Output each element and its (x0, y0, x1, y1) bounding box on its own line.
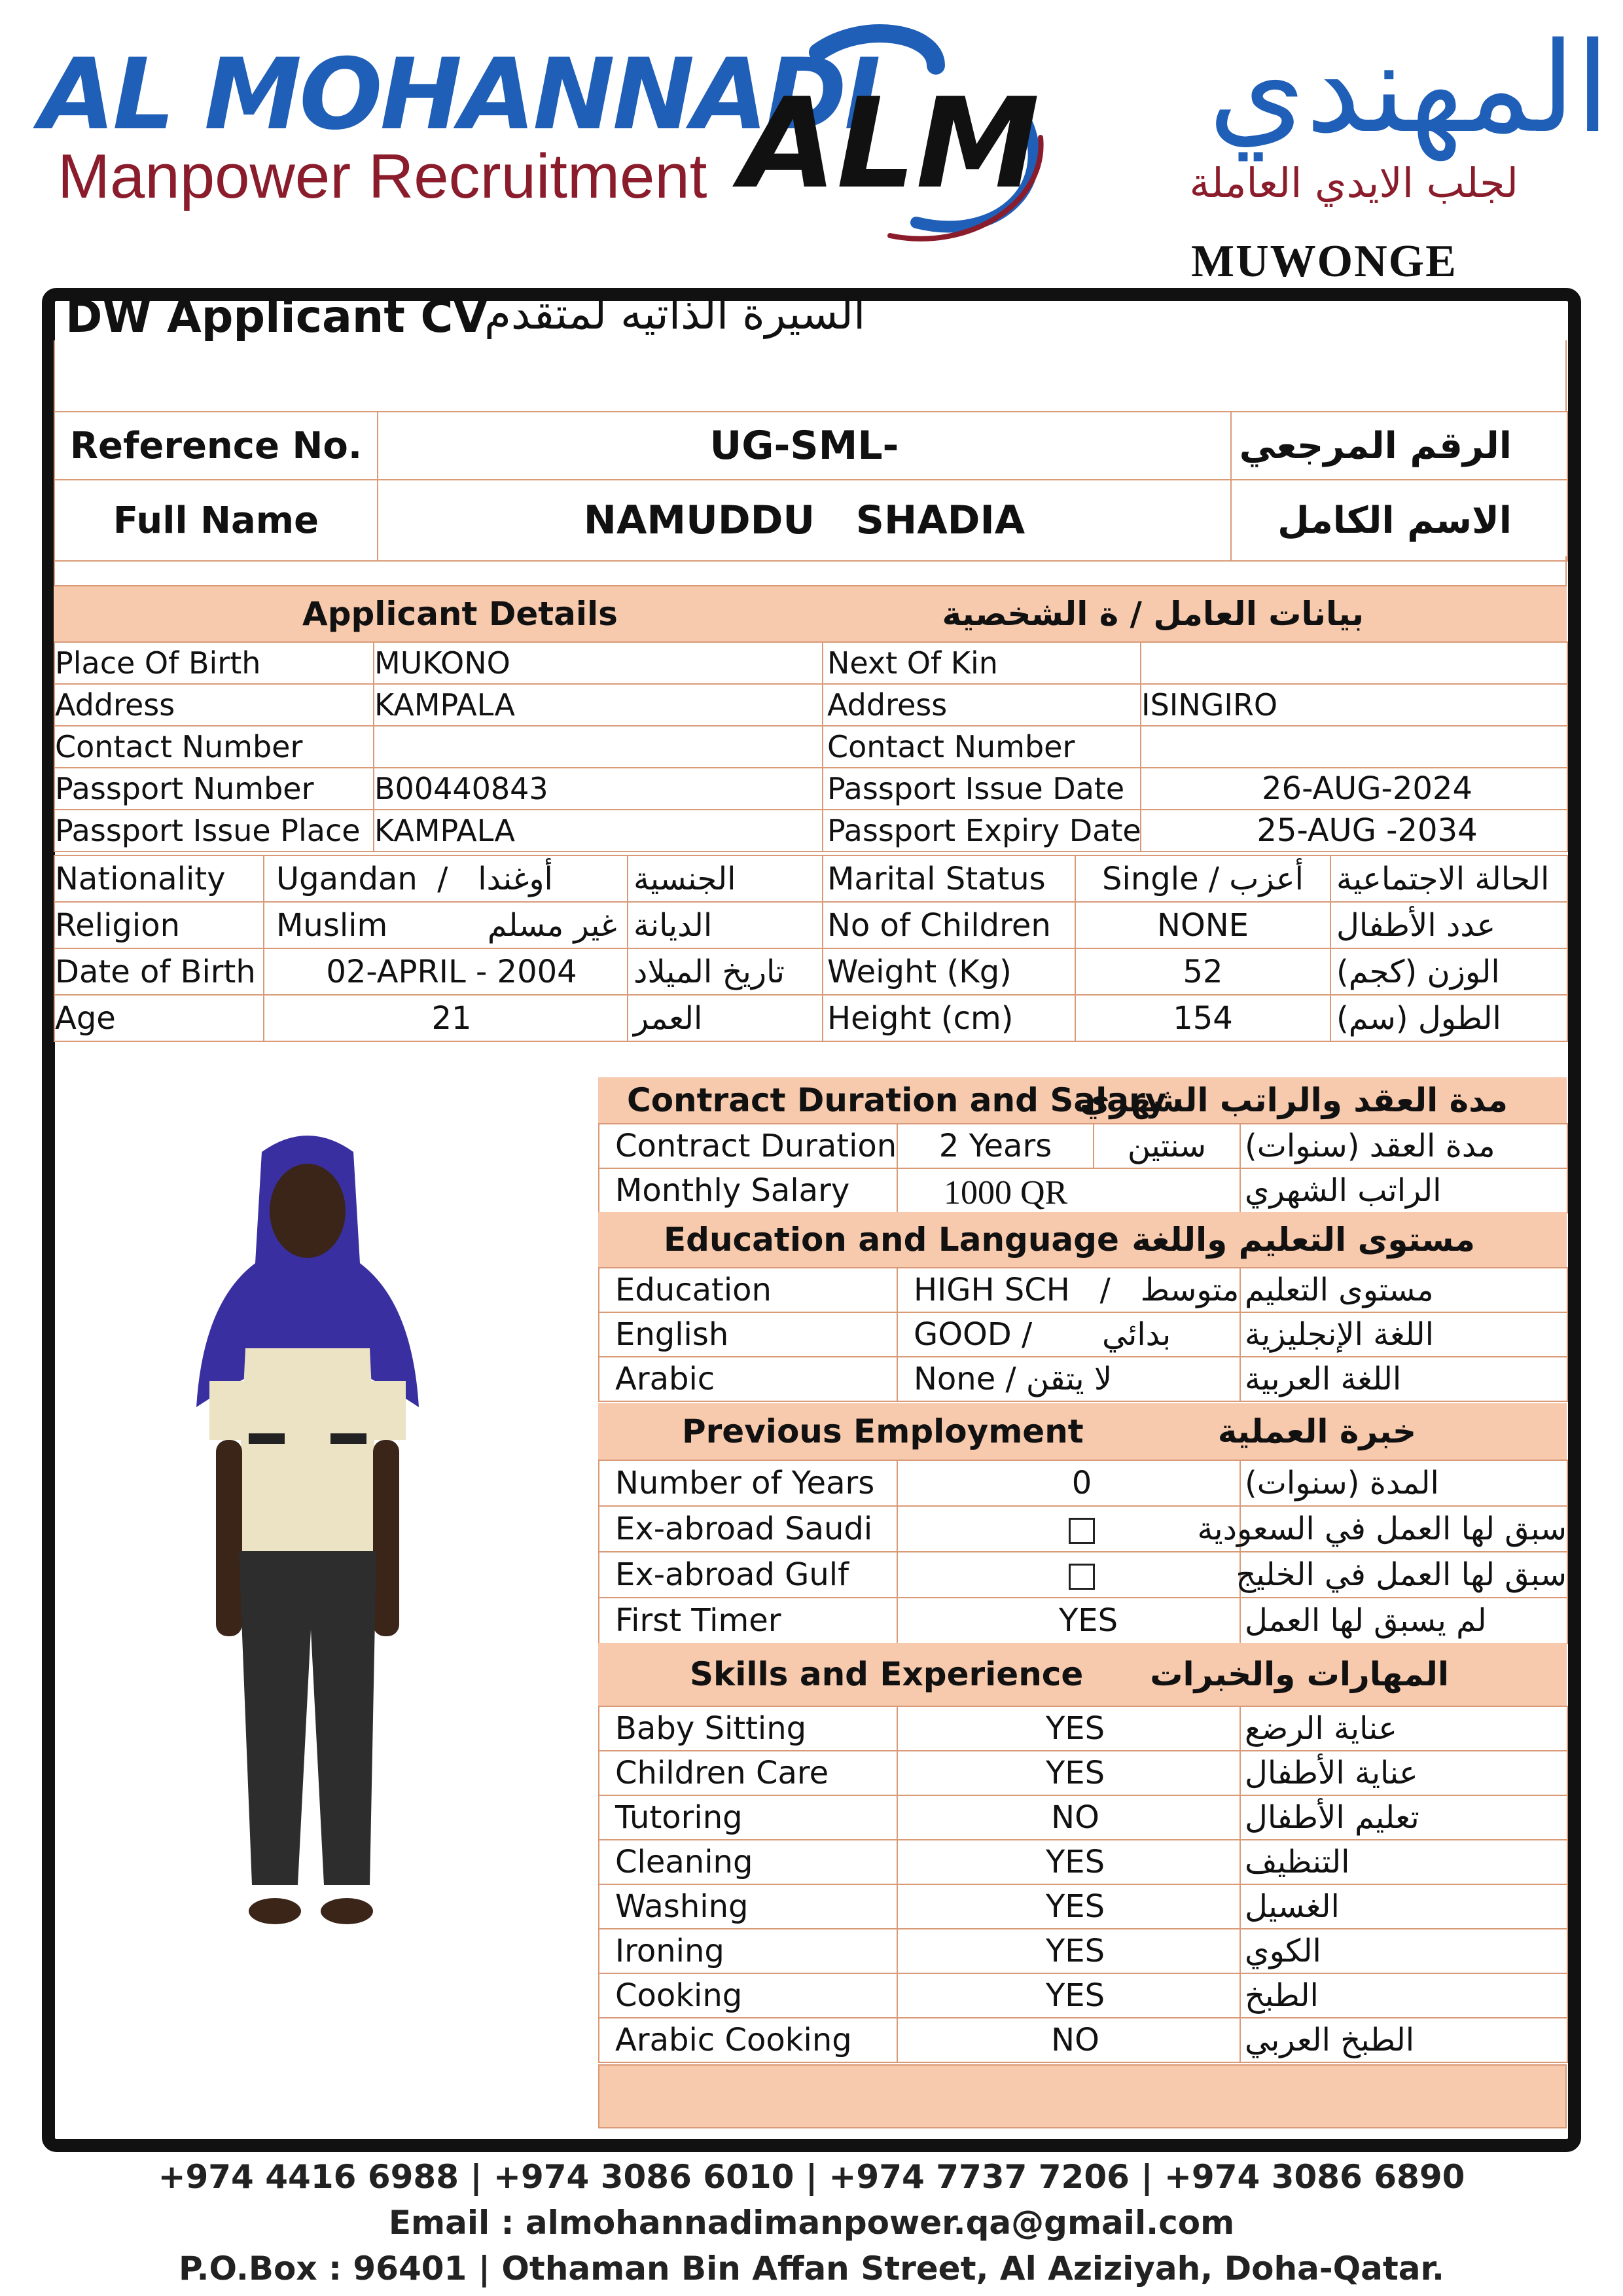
detail-label: Passport Number (54, 768, 374, 810)
skill-row (599, 1840, 1567, 1884)
brand-subtitle-ar: لجلب الايدي العاملة (1189, 159, 1518, 207)
education-label-ar: اللغة الإنجليزية (1240, 1312, 1567, 1357)
skill-row (599, 1795, 1567, 1840)
details-row (54, 726, 1567, 768)
personal-value: NONE (1075, 902, 1330, 948)
education-row (599, 1268, 1567, 1312)
skill-value: NO (897, 2018, 1240, 2062)
skill-row (599, 2018, 1567, 2062)
education-label-ar: اللغة العربية (1240, 1357, 1567, 1401)
applicant-details-table (54, 641, 1568, 852)
education-title-ar: مستوى التعليم واللغة (1132, 1221, 1475, 1259)
salary-label: Monthly Salary (599, 1168, 897, 1213)
personal-label: Age (54, 995, 264, 1041)
skill-label-ar: الطبخ (1240, 1973, 1567, 2018)
contract-duration-row (599, 1124, 1567, 1168)
personal-label: Height (cm) (823, 995, 1075, 1041)
personal-row (54, 948, 1567, 995)
years-value: 0 (897, 1460, 1240, 1506)
salary-ar: الراتب الشهري (1240, 1168, 1567, 1213)
personal-label-ar: تاريخ الميلاد (628, 948, 823, 995)
name-row (54, 480, 1567, 561)
personal-value: 21 (264, 995, 628, 1041)
personal-label-ar: الديانة (628, 902, 823, 948)
alm-logo (720, 26, 1060, 249)
skill-label: Tutoring (599, 1795, 897, 1840)
skill-row (599, 1973, 1567, 2018)
personal-value: 02-APRIL - 2004 (264, 948, 628, 995)
brand-title-ar: المهندي (1208, 16, 1610, 160)
applicant-details-title-ar: بيانات العامل / ة الشخصية (942, 595, 1364, 633)
skill-value: YES (897, 1884, 1240, 1929)
name-value: NAMUDDU SHADIA (378, 480, 1231, 561)
skill-label: Cooking (599, 1973, 897, 2018)
gulf-row (599, 1552, 1567, 1598)
saudi-ar: سبق لها العمل في السعودية (1240, 1506, 1567, 1552)
personal-row (54, 902, 1567, 948)
details-row (54, 810, 1567, 852)
company-name-en (39, 38, 878, 211)
detail-value: 26-AUG-2024 (1141, 768, 1567, 810)
education-value: None / لا يتقن (897, 1357, 1240, 1401)
education-value: GOOD / بدائي (897, 1312, 1240, 1357)
saudi-row (599, 1506, 1567, 1552)
details-row (54, 642, 1567, 684)
gulf-label: Ex-abroad Gulf (599, 1552, 897, 1598)
detail-value (374, 726, 823, 768)
first-timer-ar: لم يسبق لها العمل (1240, 1598, 1567, 1643)
education-row (599, 1312, 1567, 1357)
skill-label: Cleaning (599, 1840, 897, 1884)
footer-email[interactable]: Email : almohannadimanpower.qa@gmail.com (388, 2204, 1235, 2242)
contract-title: Contract Duration and Salary (627, 1081, 1167, 1119)
contract-table (598, 1123, 1568, 1213)
education-label: Education (599, 1268, 897, 1312)
brand-title: AL MOHANNADI (39, 38, 878, 152)
detail-label: Next Of Kin (823, 642, 1141, 684)
salary-value: 1000 QR (897, 1168, 1240, 1213)
personal-value: 52 (1075, 948, 1330, 995)
detail-label: Contact Number (823, 726, 1141, 768)
reference-table (54, 411, 1568, 562)
years-label: Number of Years (599, 1460, 897, 1506)
employment-title-ar: خبرة العملية (1217, 1412, 1416, 1450)
salary-row (599, 1168, 1567, 1213)
personal-label: No of Children (823, 902, 1075, 948)
gulf-checkbox[interactable] (1069, 1564, 1095, 1590)
detail-label: Place Of Birth (54, 642, 374, 684)
brand-subtitle: Manpower Recruitment (58, 141, 707, 211)
education-label-ar: مستوى التعليم (1240, 1268, 1567, 1312)
reference-spacer (54, 556, 1567, 586)
skill-value: YES (897, 1706, 1240, 1751)
education-value: HIGH SCH / متوسط (897, 1268, 1240, 1312)
years-row (599, 1460, 1567, 1506)
personal-row (54, 995, 1567, 1041)
footer-address: P.O.Box : 96401 | Othaman Bin Affan Street, Al Aziziyah, Doha-Qatar. (179, 2250, 1444, 2287)
skill-label-ar: الكوي (1240, 1929, 1567, 1973)
skill-value: YES (897, 1929, 1240, 1973)
skills-title-ar: المهارات والخبرات (1150, 1655, 1449, 1693)
skill-value: YES (897, 1751, 1240, 1795)
detail-label: Address (54, 684, 374, 726)
contract-duration-value: 2 Years (897, 1124, 1094, 1168)
applicant-details-title: Applicant Details (302, 595, 618, 633)
first-timer-value: YES (897, 1598, 1240, 1643)
skills-table (598, 1706, 1568, 2063)
skill-label: Baby Sitting (599, 1706, 897, 1751)
skill-label-ar: التنظيف (1240, 1840, 1567, 1884)
company-name-ar (1060, 16, 1610, 209)
name-label: Full Name (54, 480, 378, 561)
personal-label-ar: الوزن (كجم) (1330, 948, 1567, 995)
personal-value: Single / أعزب (1075, 855, 1330, 902)
personal-label: Weight (Kg) (823, 948, 1075, 995)
contract-title-ar: مدة العقد والراتب الشهري (1079, 1081, 1508, 1119)
skill-label-ar: الطبخ العربي (1240, 2018, 1567, 2062)
personal-label-ar: الحالة الاجتماعية (1330, 855, 1567, 902)
ref-label: Reference No. (54, 412, 378, 480)
employment-table (598, 1460, 1568, 1644)
employment-header (598, 1403, 1567, 1460)
contract-header (598, 1077, 1567, 1123)
skill-label: Children Care (599, 1751, 897, 1795)
cv-title-ar: السيرة الذاتيه لمتقدم (484, 289, 866, 339)
personal-label-ar: الجنسية (628, 855, 823, 902)
detail-label: Address (823, 684, 1141, 726)
details-row (54, 684, 1567, 726)
footer-phones: +974 4416 6988 | +974 3086 6010 | +974 7737 7206 | +974 3086 6890 (158, 2158, 1465, 2196)
personal-row (54, 855, 1567, 902)
personal-label: Nationality (54, 855, 264, 902)
personal-value: Ugandan / أوغندا (264, 855, 628, 902)
skill-row (599, 1929, 1567, 1973)
skill-row (599, 1884, 1567, 1929)
detail-label: Passport Issue Date (823, 768, 1141, 810)
personal-info-table (54, 855, 1568, 1042)
gulf-ar: سبق لها العمل في الخليج (1240, 1552, 1567, 1598)
skill-label-ar: عناية الأطفال (1240, 1751, 1567, 1795)
years-ar: المدة (سنوات) (1240, 1460, 1567, 1506)
name-label-ar: الاسم الكامل (1231, 480, 1567, 561)
detail-value (1141, 642, 1567, 684)
detail-value: KAMPALA (374, 810, 823, 852)
applicant-photo (183, 1132, 432, 1944)
skill-row (599, 1751, 1567, 1795)
title-spacer (54, 340, 1567, 411)
skills-header (598, 1643, 1567, 1706)
logo-text: ALM (740, 71, 1040, 216)
detail-value: MUKONO (374, 642, 823, 684)
applicant-details-header (54, 586, 1567, 641)
skills-footer-band (598, 2064, 1567, 2128)
skill-label-ar: تعليم الأطفال (1240, 1795, 1567, 1840)
education-row (599, 1357, 1567, 1401)
skill-label: Washing (599, 1884, 897, 1929)
employment-title: Previous Employment (682, 1412, 1084, 1450)
applicant-surname: MUWONGE (1191, 236, 1457, 287)
contract-duration-value-ar: سنتين (1094, 1124, 1240, 1168)
contract-duration-label: Contract Duration (599, 1124, 897, 1168)
cv-title: DW Applicant CV (65, 291, 488, 343)
skill-value: NO (897, 1795, 1240, 1840)
first-timer-label: First Timer (599, 1598, 897, 1643)
reference-row (54, 412, 1567, 480)
skill-row (599, 1706, 1567, 1751)
personal-value: Muslim غير مسلم (264, 902, 628, 948)
skill-label: Arabic Cooking (599, 2018, 897, 2062)
education-label: Arabic (599, 1357, 897, 1401)
education-header (598, 1212, 1567, 1267)
skills-title: Skills and Experience (690, 1655, 1084, 1693)
skill-value: YES (897, 1840, 1240, 1884)
detail-label: Contact Number (54, 726, 374, 768)
personal-label-ar: عدد الأطفال (1330, 902, 1567, 948)
ref-label-ar: الرقم المرجعي (1231, 412, 1567, 480)
saudi-label: Ex-abroad Saudi (599, 1506, 897, 1552)
detail-value: 25-AUG -2034 (1141, 810, 1567, 852)
detail-value: ISINGIRO (1141, 684, 1567, 726)
personal-value: 154 (1075, 995, 1330, 1041)
personal-label: Religion (54, 902, 264, 948)
personal-label: Marital Status (823, 855, 1075, 902)
detail-value (1141, 726, 1567, 768)
personal-label: Date of Birth (54, 948, 264, 995)
ref-value: UG-SML- (378, 412, 1231, 480)
saudi-checkbox[interactable] (1069, 1518, 1095, 1544)
detail-label: Passport Issue Place (54, 810, 374, 852)
education-table (598, 1267, 1568, 1402)
skill-label-ar: عناية الرضع (1240, 1706, 1567, 1751)
education-title: Education and Language (664, 1221, 1119, 1259)
skill-label: Ironing (599, 1929, 897, 1973)
personal-label-ar: الطول (سم) (1330, 995, 1567, 1041)
education-label: English (599, 1312, 897, 1357)
contract-duration-ar: مدة العقد (سنوات) (1240, 1124, 1567, 1168)
detail-value: B00440843 (374, 768, 823, 810)
skill-label-ar: الغسيل (1240, 1884, 1567, 1929)
detail-label: Passport Expiry Date (823, 810, 1141, 852)
personal-label-ar: العمر (628, 995, 823, 1041)
first-timer-row (599, 1598, 1567, 1643)
detail-value: KAMPALA (374, 684, 823, 726)
skill-value: YES (897, 1973, 1240, 2018)
details-row (54, 768, 1567, 810)
